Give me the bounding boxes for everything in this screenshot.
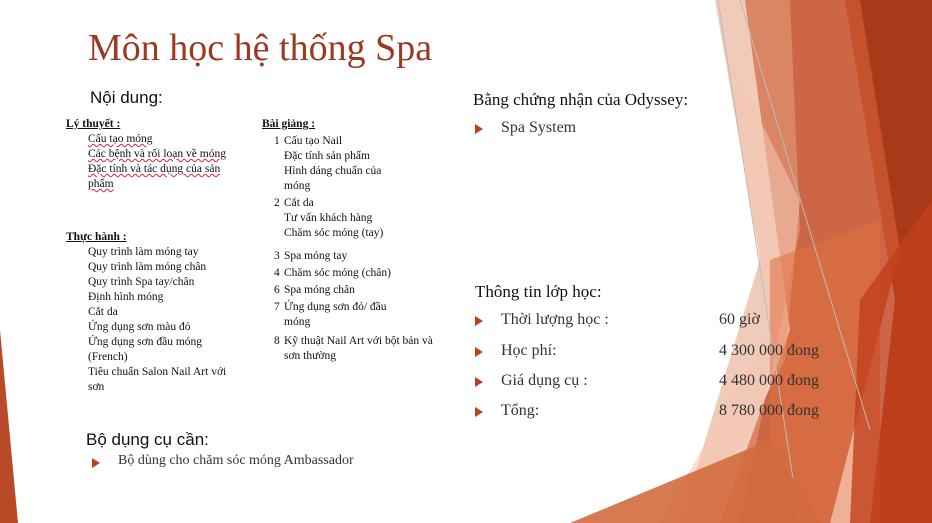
- class-info-value: 8 780 000 đong: [719, 402, 819, 419]
- lesson-item: [262, 283, 432, 298]
- lesson-line: Spa móng chân: [284, 284, 355, 296]
- class-info-row: [473, 311, 893, 335]
- lesson-number: 1: [274, 135, 280, 147]
- certificate-heading: Bằng chứng nhận của Odyssey:: [473, 90, 689, 109]
- class-info-label: Học phí:: [501, 342, 557, 359]
- practice-item: Quy trình làm móng tay: [88, 246, 199, 258]
- lesson-number: 7: [274, 301, 280, 313]
- lesson-line: Chăm sóc móng (chân): [284, 267, 391, 279]
- class-info-value: 4 300 000 đong: [719, 342, 819, 359]
- practice-item: Ứng dụng sơn màu đỏ: [88, 321, 191, 333]
- lesson-number: 2: [274, 197, 280, 209]
- lesson-item: [262, 196, 432, 241]
- lesson-line: Cắt da: [284, 197, 314, 209]
- practice-section: [66, 230, 256, 395]
- lesson-number: 4: [274, 267, 280, 279]
- lesson-line: Kỹ thuật Nail Art với bột bản và sơn thường: [284, 335, 433, 362]
- practice-item: Cắt da: [88, 306, 118, 318]
- class-info-row: [473, 342, 893, 366]
- lesson-line: Ứng dụng sơn đỏ/ đầu móng: [284, 301, 387, 328]
- class-info-heading: Thông tin lớp học:: [475, 282, 602, 301]
- bullet-arrow-icon: [475, 316, 483, 326]
- bullet-arrow-icon: [475, 377, 483, 387]
- theory-heading: Lý thuyết :: [66, 118, 121, 130]
- lesson-number: 8: [274, 335, 280, 347]
- lessons-section: [262, 117, 432, 364]
- practice-item: Tiêu chuẩn Salon Nail Art với sơn: [88, 366, 227, 393]
- lessons-heading: Bài giảng :: [262, 118, 316, 130]
- theory-item: Các bệnh và rối loạn về móng: [88, 148, 226, 160]
- page-title: Môn học hệ thống Spa: [88, 27, 433, 69]
- theory-section: [66, 117, 246, 192]
- class-info-table: [473, 311, 893, 431]
- lesson-line: Spa móng tay: [284, 250, 348, 262]
- left-accent-shape: [0, 330, 18, 523]
- theory-item: Đặc tính và tác dụng của sản phẩm: [88, 163, 221, 190]
- lesson-item: [262, 134, 432, 194]
- lesson-line: Chăm sóc móng (tay): [284, 227, 384, 239]
- practice-item: Ứng dụng sơn đầu móng (French): [88, 336, 203, 363]
- content-heading: Nội dung:: [90, 88, 163, 107]
- lesson-number: 6: [274, 284, 280, 296]
- lesson-line: Hình dáng chuẩn của móng: [284, 165, 382, 192]
- lesson-line: Đặc tính sản phẩm: [284, 150, 370, 162]
- tools-item: Bộ dùng cho chăm sóc móng Ambassador: [90, 453, 354, 469]
- practice-item: Định hình móng: [88, 291, 164, 303]
- class-info-value: 60 giờ: [719, 311, 760, 328]
- theory-item: Cấu tạo móng: [88, 133, 153, 145]
- practice-item: Quy trình Spa tay/chân: [88, 276, 195, 288]
- bullet-arrow-icon: [475, 347, 483, 357]
- practice-heading: Thực hành :: [66, 231, 127, 243]
- lesson-item: [262, 249, 432, 264]
- certificate-item: Spa System: [473, 119, 576, 137]
- class-info-row: [473, 402, 893, 426]
- lesson-line: Cấu tạo Nail: [284, 135, 343, 147]
- bullet-arrow-icon: [475, 407, 483, 417]
- lesson-number: 3: [274, 250, 280, 262]
- lesson-item: [262, 266, 432, 281]
- lesson-item: [262, 300, 394, 330]
- class-info-label: Tổng:: [501, 402, 540, 419]
- lesson-line: Tư vấn khách hàng: [284, 212, 373, 224]
- class-info-row: [473, 372, 893, 396]
- lesson-item: [262, 334, 434, 364]
- class-info-label: Thời lượng học :: [501, 311, 609, 328]
- class-info-value: 4 480 000 đong: [719, 372, 819, 389]
- practice-item: Quy trình làm móng chân: [88, 261, 207, 273]
- tools-list: [90, 453, 354, 469]
- class-info-label: Giá dụng cụ :: [501, 372, 588, 389]
- tools-heading: Bộ dụng cụ cần:: [86, 430, 209, 449]
- certificate-list: [473, 119, 576, 137]
